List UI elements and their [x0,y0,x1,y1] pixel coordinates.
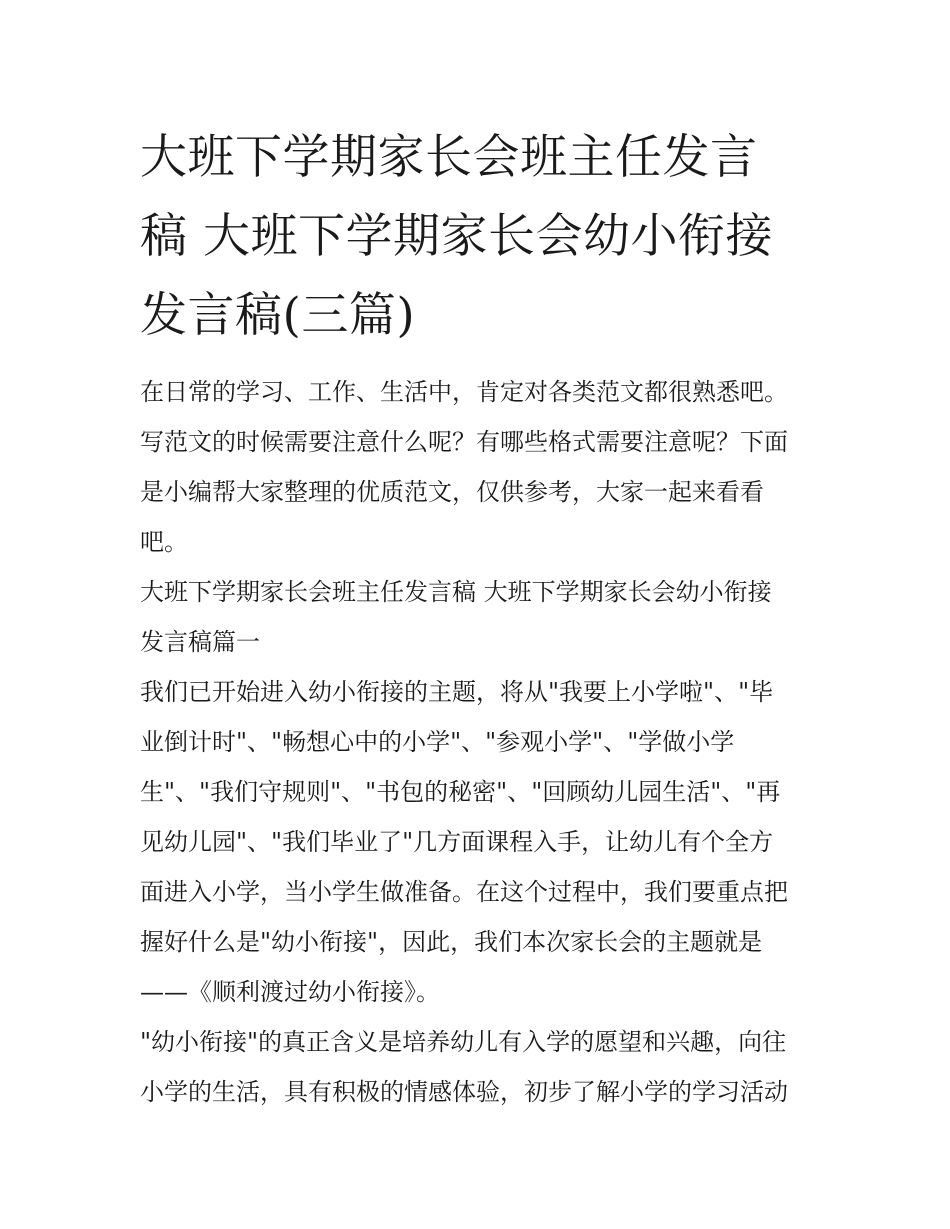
paragraph-line: "幼小衔接"的真正含义是培养幼儿有入学的愿望和兴趣，向往 [140,1028,787,1056]
document-title [140,118,820,355]
intro-line: 写范文的时候需要注意什么呢？有哪些格式需要注意呢？下面 [140,428,788,456]
body-paragraph-2 [140,1017,820,1117]
section-heading-line: 发言稿篇一 [140,628,260,656]
intro-line: 吧。 [140,528,188,556]
paragraph-line: 业倒计时"、"畅想心中的小学"、"参观小学"、"学做小学 [140,728,735,756]
section-heading-line: 大班下学期家长会班主任发言稿 大班下学期家长会幼小衔接 [140,578,772,606]
paragraph-line: 见幼儿园"、"我们毕业了"几方面课程入手，让幼儿有个全方 [140,828,774,856]
paragraph-line: ——《顺利渡过幼小衔接》。 [140,978,440,1006]
paragraph-line: 面进入小学，当小学生做准备。在这个过程中，我们要重点把 [140,878,788,906]
intro-line: 在日常的学习、工作、生活中，肯定对各类范文都很熟悉吧。 [140,378,788,406]
paragraph-line: 生"、"我们守规则"、"书包的秘密"、"回顾幼儿园生活"、"再 [140,778,781,806]
section-heading [140,567,820,667]
title-line: 发言稿(三篇) [140,288,416,343]
title-line: 大班下学期家长会班主任发言 [140,130,758,185]
paragraph-line: 小学的生活，具有积极的情感体验，初步了解小学的学习活动 [140,1078,788,1106]
paragraph-line: 握好什么是"幼小衔接"，因此，我们本次家长会的主题就是 [140,928,763,956]
paragraph-line: 我们已开始进入幼小衔接的主题，将从"我要上小学啦"、"毕 [140,678,774,706]
document-page [140,118,820,1117]
body-paragraph-1 [140,667,820,1017]
title-line: 稿 大班下学期家长会幼小衔接 [140,209,773,264]
intro-line: 是小编帮大家整理的优质范文，仅供参考，大家一起来看看 [140,478,764,506]
intro-paragraph [140,367,820,567]
